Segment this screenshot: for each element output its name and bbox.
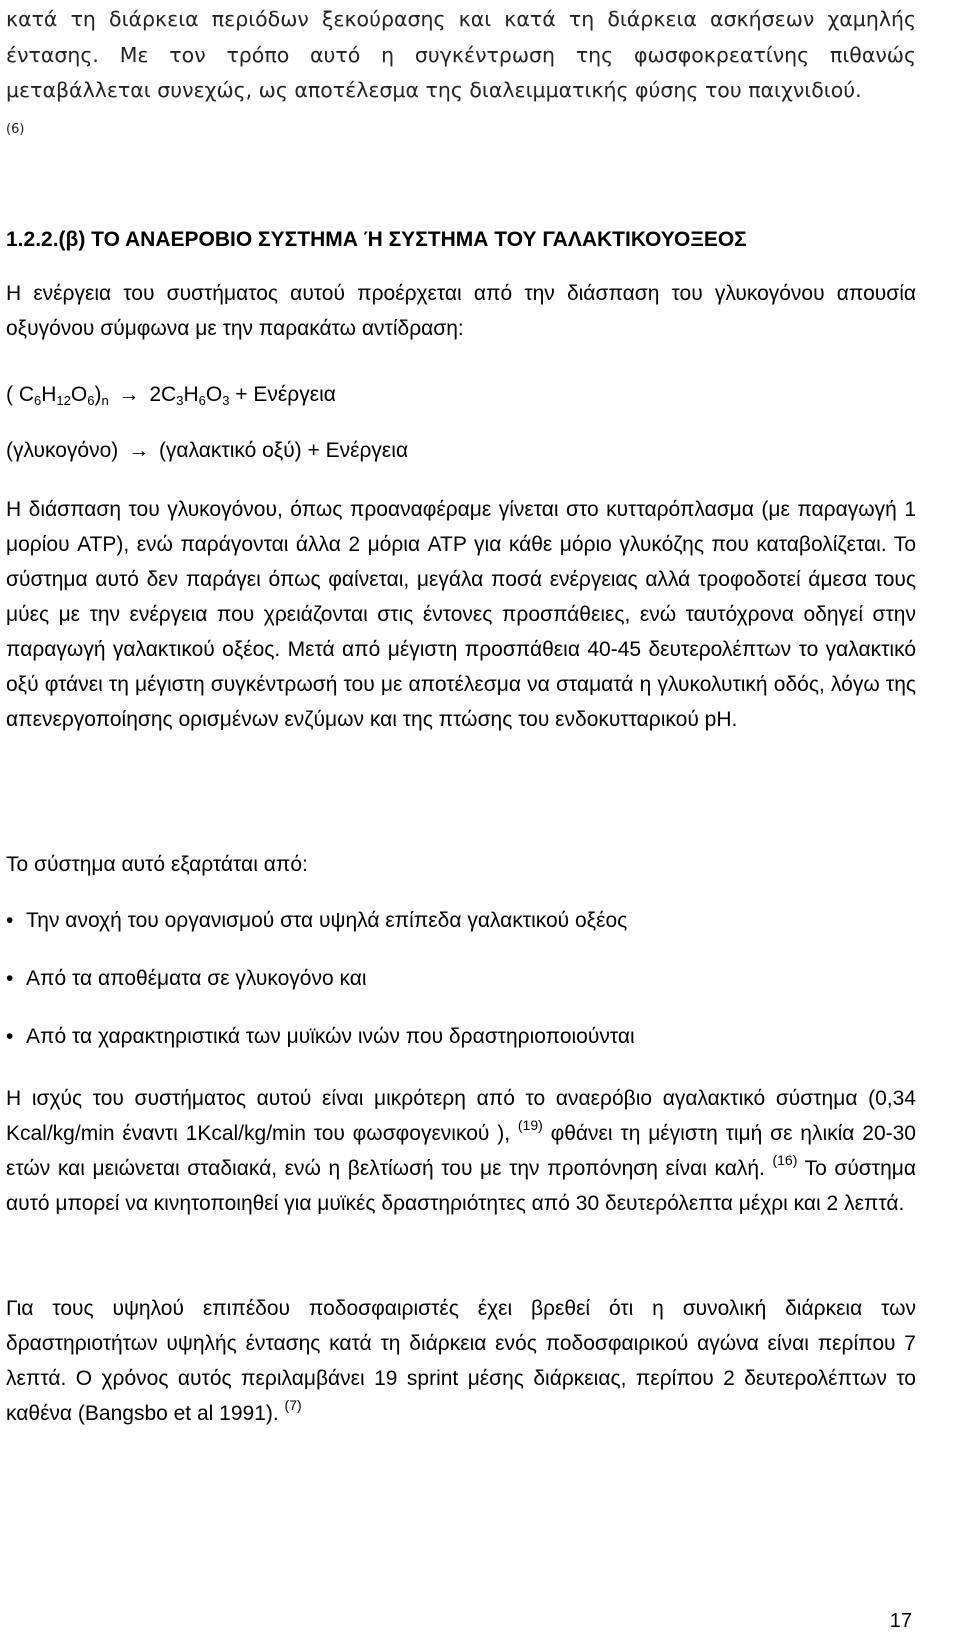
eq-o-sub: 6 bbox=[87, 393, 95, 408]
eq-product-h-sub: 6 bbox=[198, 393, 206, 408]
paragraph-energy-source-text: Η ενέργεια του συστήματος αυτού προέρχεται από την διάσπαση του γλυκογόνου απουσία οξυγόνου σύμφωνα με την παρακάτω αντίδραση: bbox=[6, 282, 916, 340]
paragraph-glycogen-breakdown bbox=[6, 492, 916, 737]
arrow-icon: → bbox=[118, 383, 140, 406]
reference-19: (19) bbox=[517, 1117, 543, 1133]
word-equation bbox=[6, 436, 916, 466]
paragraph-dependencies: Το σύστημα αυτό εξαρτάται από: bbox=[6, 853, 308, 876]
eq-product-o: O bbox=[205, 383, 223, 406]
word-eq-left: (γλυκογόνο) bbox=[6, 439, 119, 462]
page-number: 17 bbox=[889, 1610, 912, 1632]
reference-7: (7) bbox=[284, 1397, 302, 1413]
list-item bbox=[6, 1022, 635, 1052]
eq-product-o-sub: 3 bbox=[222, 393, 230, 408]
list-item-text: Την ανοχή του οργανισμού στα υψηλά επίπεδα γαλακτικού οξέος bbox=[26, 909, 628, 932]
eq-product-h: H bbox=[183, 383, 199, 406]
list-item bbox=[6, 964, 367, 994]
eq-o: O bbox=[70, 383, 88, 406]
paragraph-energy-source bbox=[6, 276, 916, 346]
chemical-equation bbox=[6, 380, 916, 410]
intro-paragraph bbox=[6, 2, 916, 147]
intro-reference: (6) bbox=[6, 121, 25, 137]
eq-open: ( C bbox=[6, 383, 34, 406]
eq-energy: + Ενέργεια bbox=[235, 383, 336, 406]
intro-text: κατά τη διάρκεια περιόδων ξεκούρασης και κατά τη διάρκεια ασκήσεων χαμηλής έντασης. Με τον τρόπο αυτό η συγκέντρωση της φωσφοκρεατίνης πιθανώς μεταβάλλεται συνεχώς, ως αποτέλεσμα της διαλειμματικής φύσης του παιχνιδιού. bbox=[6, 7, 916, 102]
section-heading: 1.2.2.(β) ΤΟ ΑΝΑΕΡΟΒΙΟ ΣΥΣΤΗΜΑ Ή ΣΥΣΤΗΜΑ ΤΟΥ ΓΑΛΑΚΤΙΚΟΥΟΞΕΟΣ bbox=[6, 228, 747, 251]
bullet-icon: • bbox=[6, 967, 14, 990]
list-item bbox=[6, 906, 627, 936]
p5-text: Για τους υψηλού επιπέδου ποδοσφαιριστές έχει βρεθεί ότι η συνολική διάρκεια των δραστηριοτήτων υψηλής έντασης κατά τη διάρκεια ενός ποδοσφαιρικού αγώνα είναι περίπου 7 λεπτά. Ο χρόνος αυτός περιλαμβάνει 19 sprint μέσης διάρκειας, περίπου 2 δευτερολέπτων το καθένα (Bangsbo et al 1991). bbox=[6, 1297, 916, 1425]
arrow-icon: → bbox=[128, 439, 150, 462]
eq-n-sub: n bbox=[101, 393, 109, 408]
eq-h: H bbox=[41, 383, 57, 406]
list-item-text: Από τα αποθέματα σε γλυκογόνο και bbox=[26, 967, 367, 990]
bullet-icon: • bbox=[6, 909, 14, 932]
p4-part3: Το σύστημα αυτό μπορεί να κινητοποιηθεί για μυϊκές δραστηριότητες από 30 δευτερόλεπτα μέχρι και 2 λεπτά. bbox=[6, 1157, 916, 1215]
paragraph-football-players bbox=[6, 1291, 916, 1431]
paragraph-system-power bbox=[6, 1081, 916, 1221]
word-eq-right: (γαλακτικό οξύ) + Ενέργεια bbox=[158, 439, 409, 462]
paragraph-glycogen-breakdown-text: Η διάσπαση του γλυκογόνου, όπως προαναφέραμε γίνεται στο κυτταρόπλασμα (με παραγωγή 1 μορίου ATP), ενώ παράγονται άλλα 2 μόρια ATP για κάθε μόριο γλυκόζης που καταβολίζεται. Το σύστημα αυτό δεν παράγει όπως φαίνεται, μεγάλα ποσά ενέργειας αλλά τροφοδοτεί άμεσα τους μύες με την ενέργεια που χρειάζονται στις έντονες προσπάθειες, ενώ ταυτόχρονα οδηγεί στην παραγωγή γαλακτικού οξέος. Μετά από μέγιστη προσπάθεια 40-45 δευτερολέπτων το γαλακτικό οξύ φτάνει τη μέγιστη συγκέντρωσή του με αποτέλεσμα να σταματά η γλυκολυτική οδός, λόγω της απενεργοποίησης ορισμένων ενζύμων και της πτώσης του ενδοκυτταρικού pH. bbox=[6, 498, 916, 731]
list-item-text: Από τα χαρακτηριστικά των μυϊκών ινών που δραστηριοποιούνται bbox=[26, 1025, 635, 1048]
p4-part2: φθάνει τη μέγιστη τιμή σε ηλικία 20-30 ετών και μειώνεται σταδιακά, ενώ η βελτίωσή του με την προπόνηση είναι καλή. bbox=[6, 1122, 916, 1180]
p4-part1: Η ισχύς του συστήματος αυτού είναι μικρότερη από το αναερόβιο αγαλακτικό σύστημα (0,34 Kcal/kg/min έναντι 1Kcal/kg/min του φωσφογενικού ), bbox=[6, 1087, 916, 1145]
eq-product-c-sub: 3 bbox=[176, 393, 184, 408]
reference-16: (16) bbox=[772, 1152, 798, 1168]
eq-product-c: 2C bbox=[149, 383, 177, 406]
eq-close: ) bbox=[94, 383, 102, 406]
eq-c-sub: 6 bbox=[34, 393, 42, 408]
bullet-icon: • bbox=[6, 1025, 14, 1048]
eq-h-sub: 12 bbox=[56, 393, 71, 408]
